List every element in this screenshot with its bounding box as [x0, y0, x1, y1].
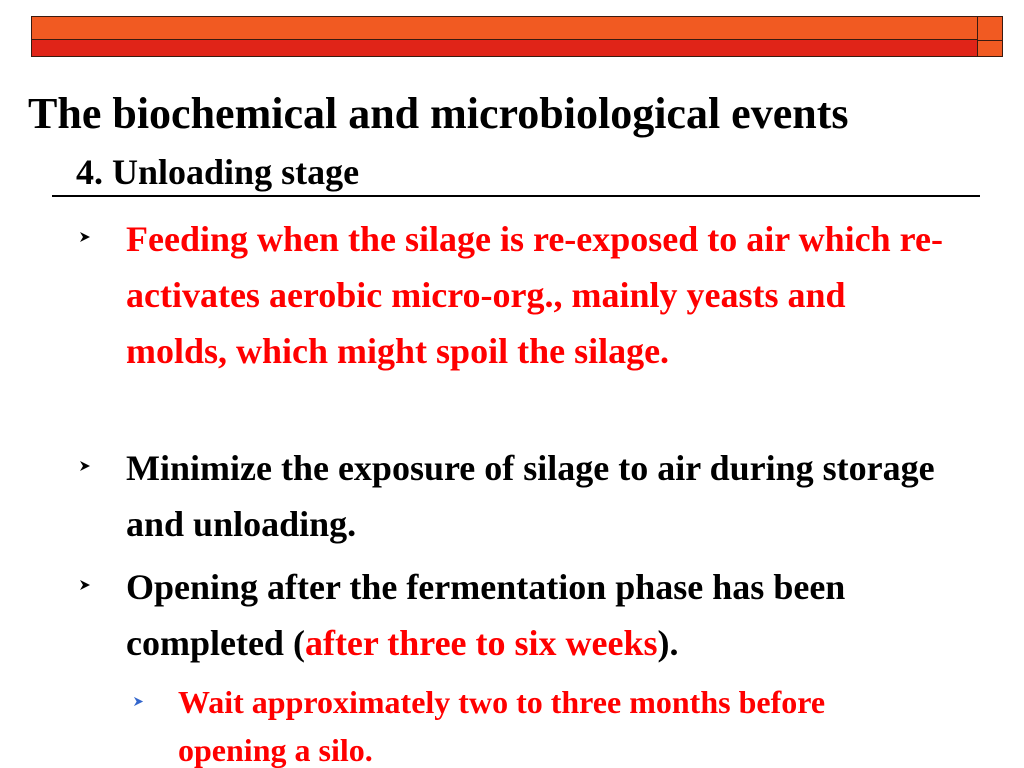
- slide-subtitle: 4. Unloading stage: [76, 152, 360, 192]
- bullet-item-3: [126, 559, 946, 671]
- bullet-item-2: [126, 440, 946, 552]
- bullet-text-after: ).: [657, 623, 679, 663]
- slide-title: The biochemical and microbiological events: [28, 89, 849, 138]
- banner-orange-stripe: [31, 16, 978, 40]
- bullet-item-1: [126, 211, 946, 379]
- sub-bullet-text: Wait approximately two to three months before opening a silo.: [178, 684, 826, 768]
- banner-end-block: [977, 16, 1003, 57]
- arrowhead-bullet-icon: [78, 578, 92, 592]
- bullet-text-highlight: after three to six weeks: [304, 623, 658, 663]
- arrowhead-bullet-icon: [78, 230, 92, 244]
- sub-bullet-item: [178, 678, 938, 768]
- bullet-text: Feeding when the silage is re-exposed to air which re-activates aerobic micro-org., mainly yeasts and molds, which might spoil the silage.: [126, 219, 943, 371]
- banner-red-stripe: [31, 39, 978, 57]
- title-divider: [52, 195, 980, 197]
- arrowhead-bullet-icon: [78, 459, 92, 473]
- bullet-text-before: Opening after the fermentation phase has been completed (: [126, 567, 846, 663]
- header-banner: [31, 16, 1003, 57]
- bullet-text: Minimize the exposure of silage to air during storage and unloading.: [126, 448, 935, 544]
- arrowhead-bullet-icon: [132, 695, 145, 708]
